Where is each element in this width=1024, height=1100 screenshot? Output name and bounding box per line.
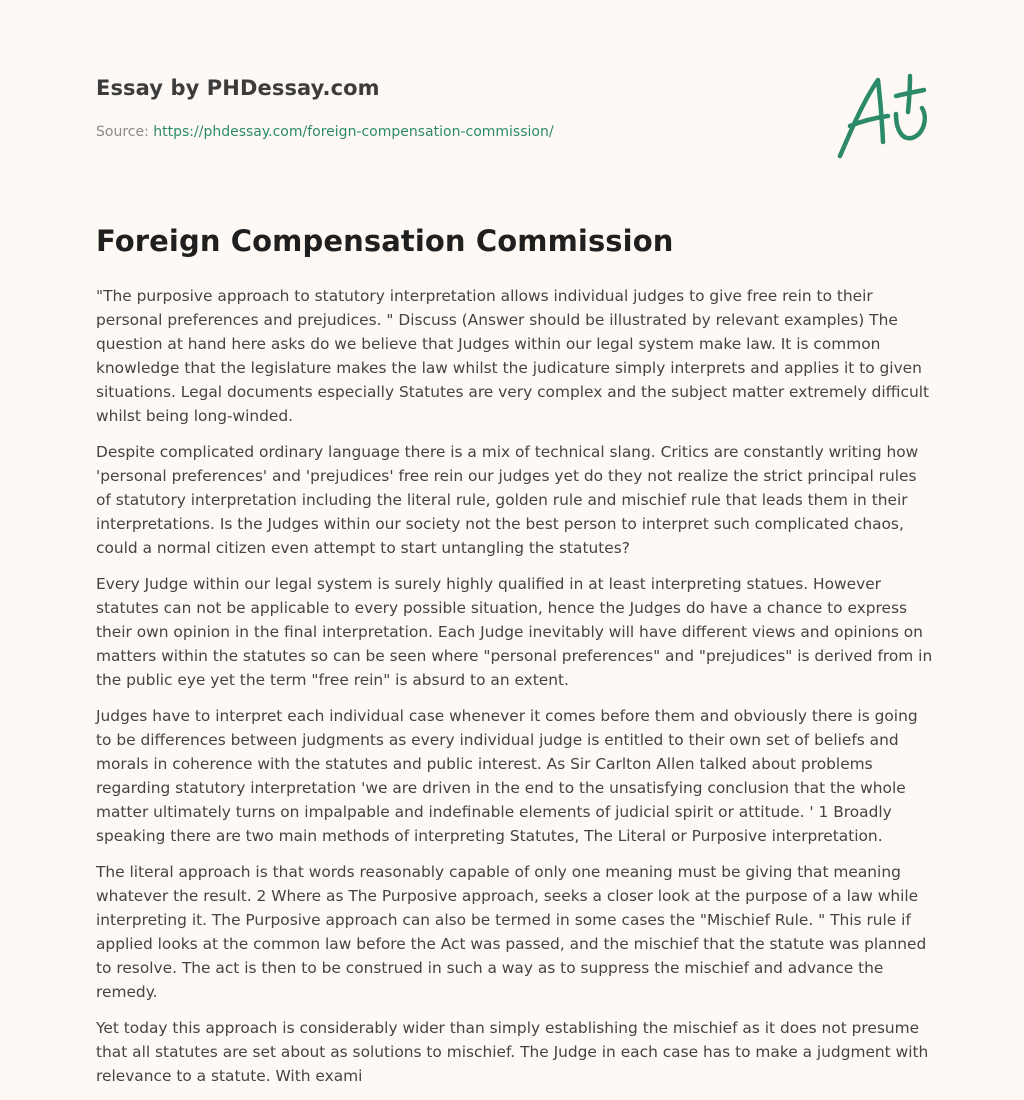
essay-body	[96, 284, 934, 1100]
brand-title: Essay by PHDessay.com	[96, 76, 380, 100]
source-label: Source:	[96, 124, 149, 140]
source-link[interactable]: https://phdessay.com/foreign-compensation-commission/	[153, 124, 554, 140]
essay-paragraph: Yet today this approach is considerably wider than simply establishing the mischief as it does not presume that all statutes are set about as solutions to mischief. The Judge in each case has to make a judgment with relevance to a statute. With exami	[96, 1019, 929, 1085]
essay-paragraph: Despite complicated ordinary language there is a mix of technical slang. Critics are constantly writing how 'personal preferences' and 'prejudices' free rein our judges yet do they not realize the strict principal rules of statutory interpretation including the literal rule, golden rule and mischief rule that leads them in their interpretations. Is the Judges within our society not the best person to interpret such complicated chaos, could a normal citizen even attempt to start untangling the statutes?	[96, 443, 919, 557]
essay-paragraph: The literal approach is that words reasonably capable of only one meaning must be giving that meaning whatever the result. 2 Where as The Purposive approach, seeks a closer look at the purpose of a law while interpreting it. The Purposive approach can also be termed in some cases the "Mischief Rule. " This rule if applied looks at the common law before the Act was passed, and the mischief that the statute was planned to resolve. The act is then to be construed in such a way as to suppress the mischief and advance the remedy.	[96, 863, 927, 1001]
essay-paragraph: Judges have to interpret each individual case whenever it comes before them and obviously there is going to be differences between judgments as every individual judge is entitled to their own set of beliefs and morals in coherence with the statutes and public interest. As Sir Carlton Allen talked about problems regarding statutory interpretation 'we are driven in the end to the unsatisfying conclusion that the whole matter ultimately turns on impalpable and indefinable elements of judicial spirit or attitude. ' 1 Broadly speaking there are two main methods of interpreting Statutes, The Literal or Purposive interpretation.	[96, 707, 918, 845]
essay-paragraph: Every Judge within our legal system is surely highly qualified in at least interpreting statues. However statutes can not be applicable to every possible situation, hence the Judges do have a chance to express their own opinion in the final interpretation. Each Judge inevitably will have different views and opinions on matters within the statutes so can be seen where "personal preferences" and "prejudices" is derived from in the public eye yet the term "free rein" is absurd to an extent.	[96, 575, 933, 689]
a-plus-logo-icon	[830, 68, 930, 164]
source-line	[96, 124, 554, 140]
essay-title: Foreign Compensation Commission	[96, 224, 674, 258]
essay-paragraph: "The purposive approach to statutory interpretation allows individual judges to give free rein to their personal preferences and prejudices. " Discuss (Answer should be illustrated by relevant examples) The question at hand here asks do we believe that Judges within our legal system make law. It is common knowledge that the legislature makes the law whilst the judicature simply interprets and applies it to given situations. Legal documents especially Statutes are very complex and the subject matter extremely difficult whilst being long-winded.	[96, 287, 930, 425]
page-header	[96, 0, 928, 190]
